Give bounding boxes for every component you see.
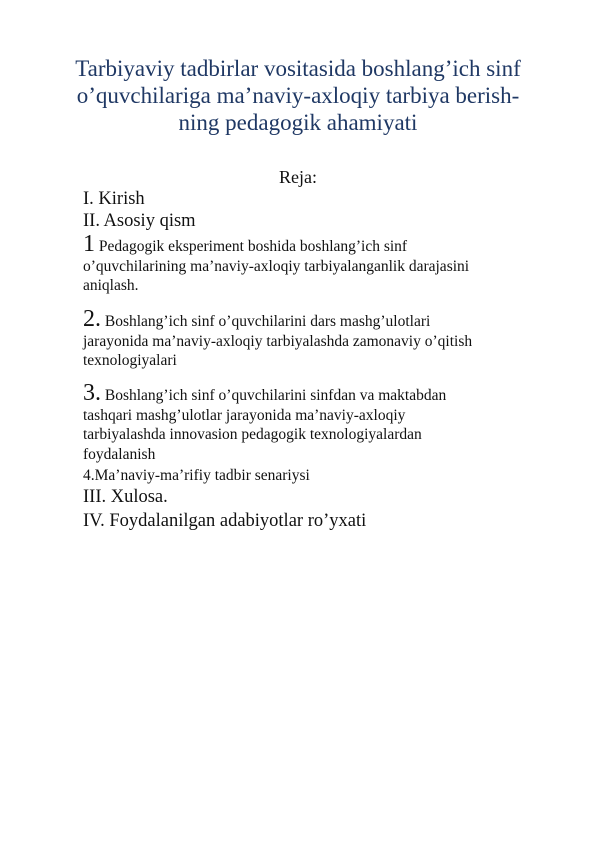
plan-subitem-1 <box>83 232 553 296</box>
subitem-line: foydalanish <box>83 445 156 463</box>
plan-heading: Reja: <box>279 167 317 187</box>
plan-item-references: IV. Foydalanilgan adabiyotlar ro’yxati <box>83 511 367 531</box>
subitem-line: Boshlang’ich sinf o’quvchilarini sinfdan va maktabdan <box>104 387 447 404</box>
subitem-line: o’quvchilarining ma’naviy-axloqiy tarbiyalanganlik darajasini <box>83 257 470 275</box>
subitem-line: tashqari mashg’ulotlar jarayonida ma’naviy-axloqiy <box>83 406 406 424</box>
title-line: ning pedagogik ahamiyati <box>178 110 418 135</box>
subitem-line: tarbiyalashda innovasion pedagogik texnologiyalardan <box>83 426 422 443</box>
plan-item-intro: I. Kirish <box>83 189 145 209</box>
subitem-line: aniqlash. <box>83 277 139 294</box>
subitem-number: 2. <box>83 306 101 332</box>
plan-subitem-4: 4.Ma’naviy-ma’rifiy tadbir senariysi <box>83 467 310 484</box>
title-line: o’quvchilariga ma’naviy-axloqiy tarbiya berish- <box>76 83 520 108</box>
subitem-line: jarayonida ma’naviy-axloqiy tarbiyalashda zamonaviy o’qitish <box>83 332 473 350</box>
subitem-line: Boshlang’ich sinf o’quvchilarini dars mashg’ulotlari <box>104 313 431 330</box>
subitem-number: 3. <box>83 380 101 406</box>
plan-subitem-2 <box>83 307 553 371</box>
plan-item-main-part: II. Asosiy qism <box>83 211 196 231</box>
plan-subitem-3 <box>83 381 553 464</box>
subitem-number: 1 <box>83 231 95 257</box>
subitem-line: texnologiyalari <box>83 352 177 369</box>
plan-item-conclusion: III. Xulosa. <box>83 487 168 507</box>
subitem-line: Pedagogik eksperiment boshida boshlang’ich sinf <box>98 238 408 255</box>
title-line: Tarbiyaviy tadbirlar vositasida boshlang’ich sinf <box>75 56 521 81</box>
document-title <box>60 55 536 136</box>
